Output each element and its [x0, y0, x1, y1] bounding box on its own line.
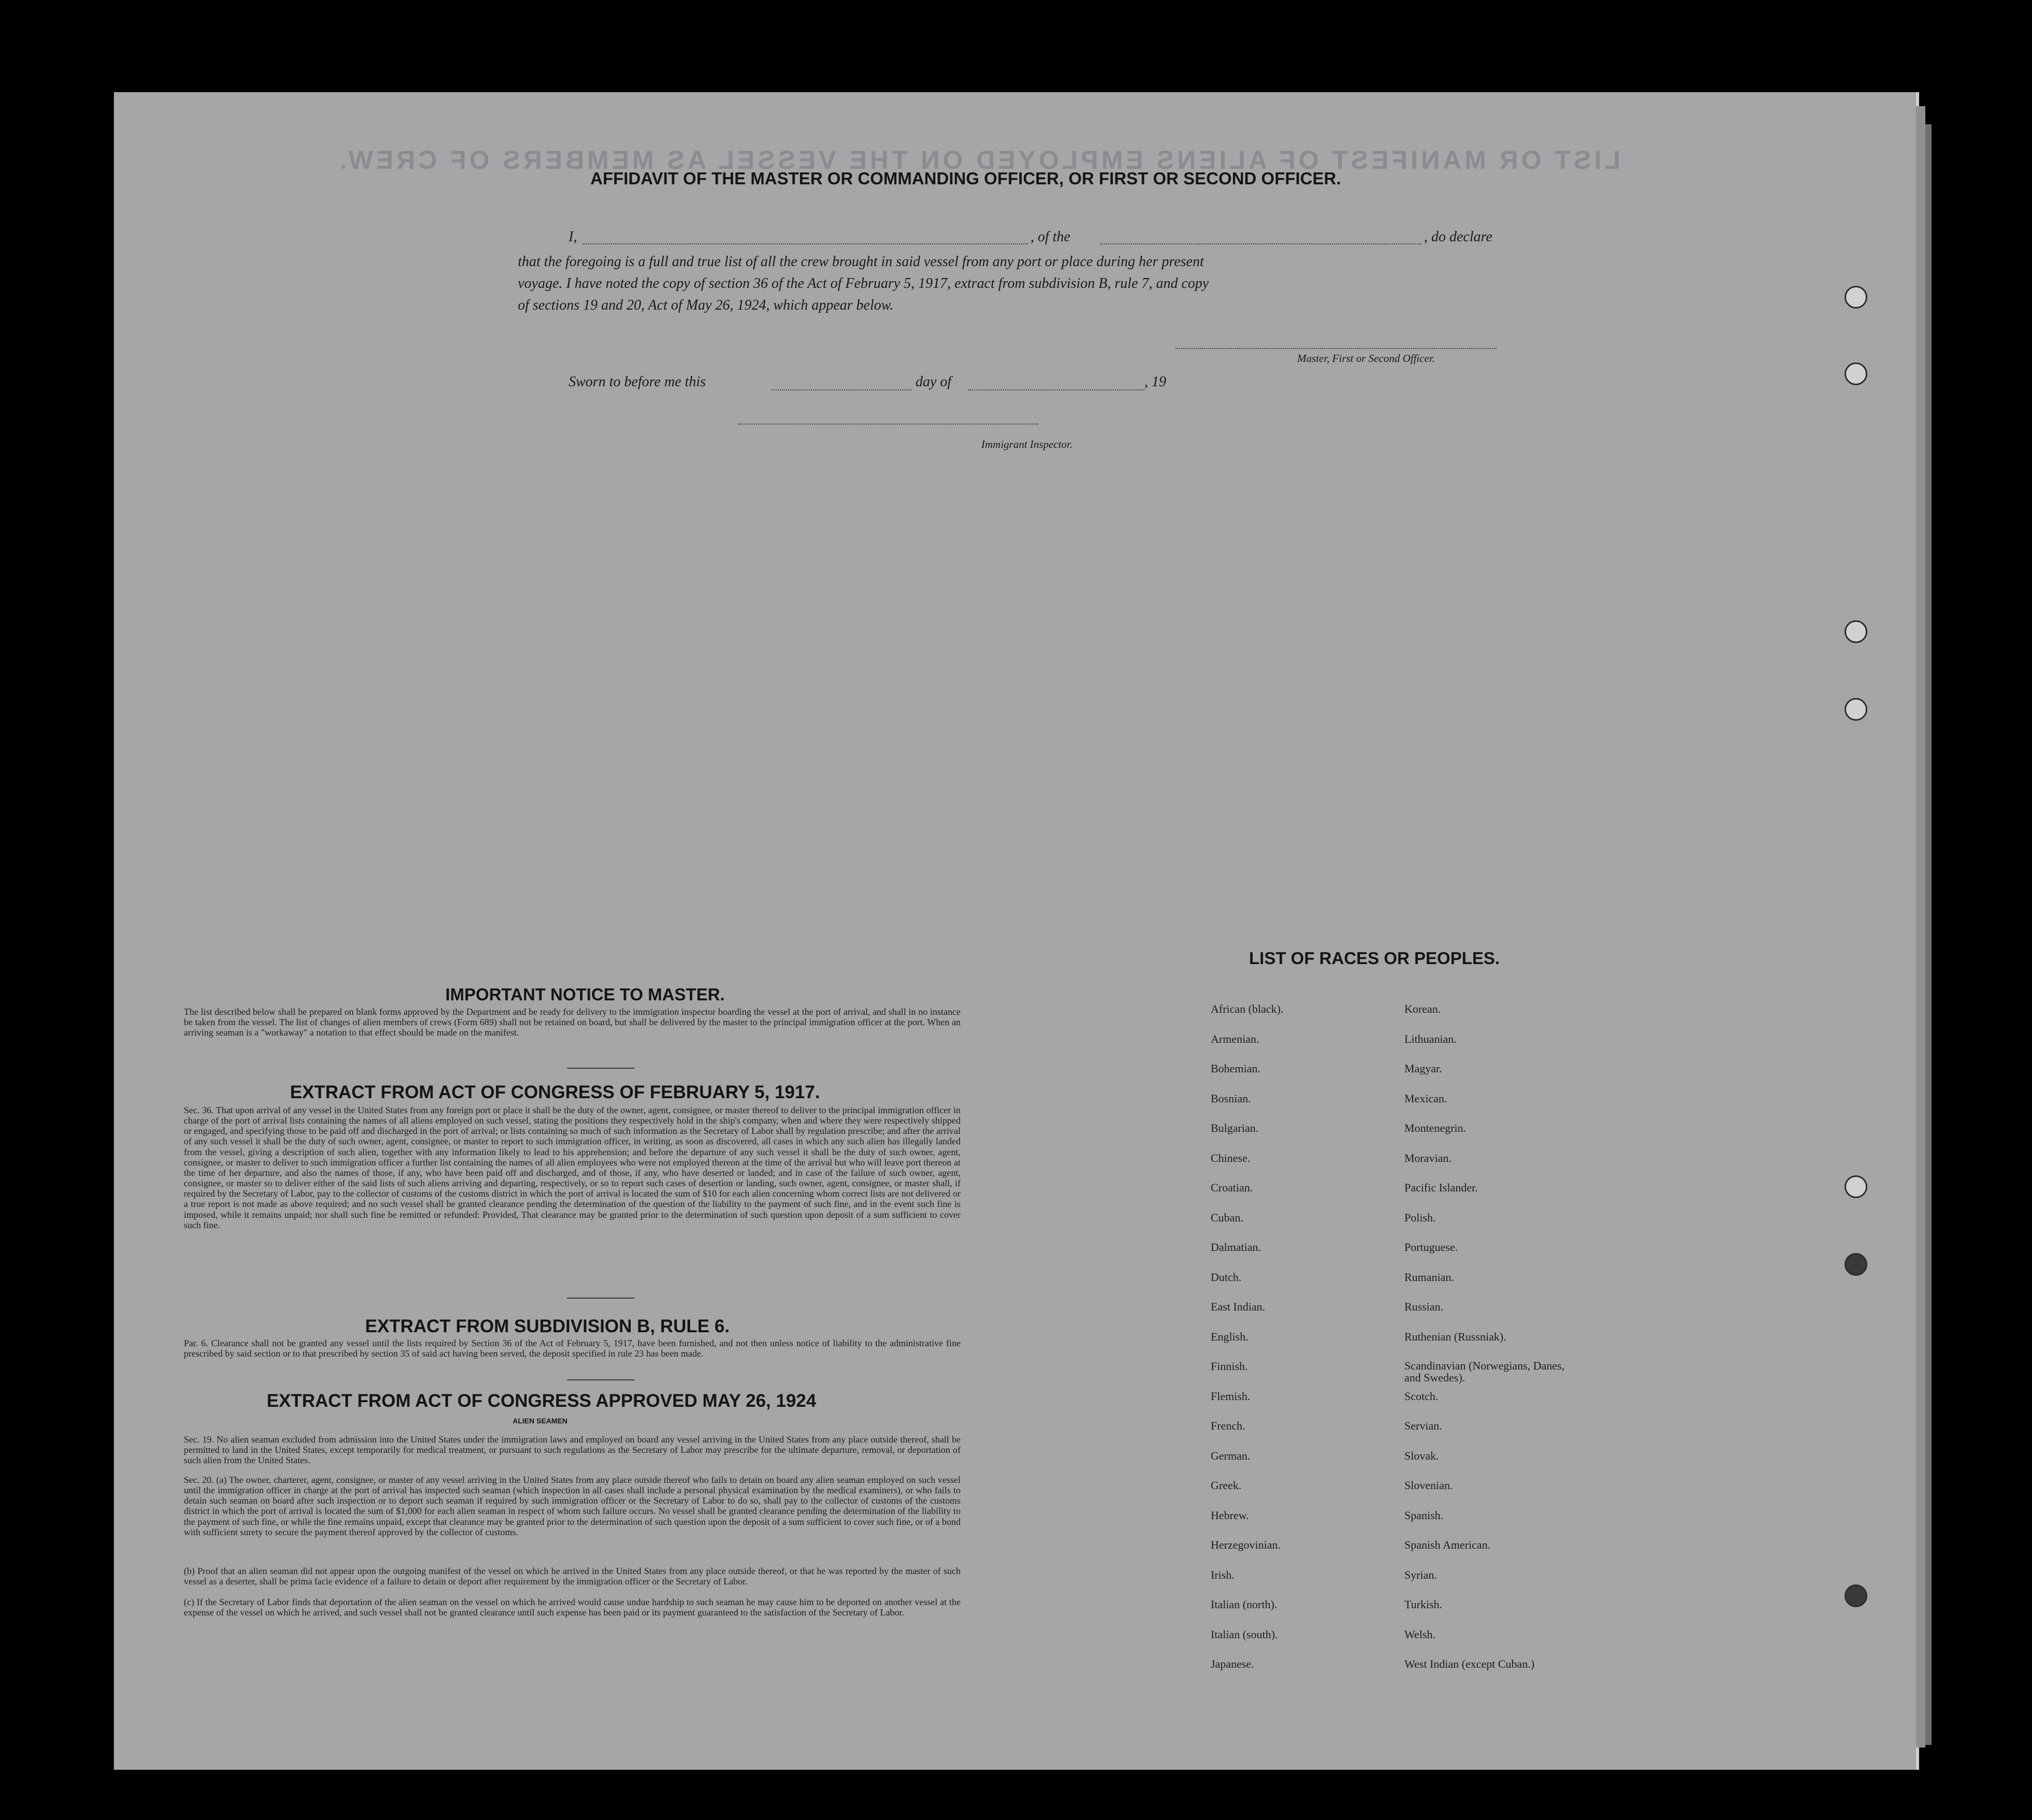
race-item: African (black). — [1211, 1002, 1284, 1015]
race-item: Japanese. — [1211, 1657, 1254, 1670]
race-item: French. — [1211, 1419, 1245, 1432]
bleed-through-heading: LIST OR MANIFEST OF ALIENS EMPLOYED ON THE VESSEL AS MEMBERS OF CREW. — [337, 145, 1620, 174]
inspector-label: Immigrant Inspector. — [981, 438, 1073, 450]
punch-hole — [1845, 286, 1867, 309]
race-item: Servian. — [1404, 1419, 1442, 1432]
race-item: Slovak. — [1404, 1449, 1439, 1462]
race-item: Italian (north). — [1211, 1598, 1278, 1611]
extract-1917-title: EXTRACT FROM ACT OF CONGRESS OF FEBRUARY 5, 1917. — [290, 1082, 820, 1102]
punch-hole — [1845, 1175, 1867, 1198]
race-item: Armenian. — [1211, 1032, 1259, 1045]
page-edge — [1916, 106, 1925, 1748]
race-item: Syrian. — [1404, 1568, 1437, 1581]
race-item: Slovenian. — [1404, 1479, 1453, 1492]
race-item: Rumanian. — [1404, 1271, 1454, 1284]
race-item: English. — [1211, 1330, 1249, 1343]
race-item: Flemish. — [1211, 1390, 1251, 1403]
bleed-through-rows — [311, 466, 323, 593]
race-item: Scandinavian (Norwegians, Danes, and Swedes). — [1404, 1359, 1565, 1385]
page-edge-shadow — [1925, 124, 1932, 1745]
sworn-before: Sworn to before me this — [569, 374, 706, 390]
affidavit-text-3: of sections 19 and 20, Act of May 26, 1924, which appear below. — [518, 297, 894, 313]
subdivision-text: Par. 6. Clearance shall not be granted any vessel until the lists required by Section 36 of the Act of February 5, 1917, have been furnished, and not then unless notice of liability to the administrative fine prescribed by said section or to that prescribed by section 35 of said act having been served, the deposit specified in rule 23 has been made. — [184, 1338, 961, 1359]
race-item: Finnish. — [1211, 1360, 1248, 1373]
race-item: Greek. — [1211, 1479, 1242, 1492]
race-item: Chinese. — [1211, 1152, 1251, 1164]
race-item: German. — [1211, 1449, 1251, 1462]
race-item: Mexican. — [1404, 1092, 1447, 1105]
sec-20a-text: Sec. 20. (a) The owner, charterer, agent, consignee, or master of any vessel arriving in the United States from any place outside thereof who fails to detain on board any alien seaman employed on such vessel until the immigration officer in charge at the port of arrival has inspected such seaman (which inspection in all cases shall include a personal physical examination by the medical examiners), or who fails to detain such seaman on board after such inspection or to deport such seaman if required by such immigration officer or the Secretary of Labor to do so, shall pay to the collector of customs of the customs district in which the port of arrival is located the sum of $1,000 for each alien seaman in respect of whom such failure occurs. No vessel shall be granted clearance pending the determination of the liability to the payment of such fine, or while the fine remains unpaid, except that clearance may be granted prior to the determination of such question upon the deposit of a sum sufficient to cover such fine, or of a bond with sufficient surety to secure the payment thereof approved by the collector of customs. — [184, 1475, 961, 1537]
affidavit-text-2: voyage. I have noted the copy of section 36 of the Act of February 5, 1917, extract from subdivision B, rule 7, and copy — [518, 275, 1209, 292]
race-item: Hebrew. — [1211, 1509, 1249, 1522]
race-item: Irish. — [1211, 1568, 1235, 1581]
affidavit-title: AFFIDAVIT OF THE MASTER OR COMMANDING OFFICER, OR FIRST OR SECOND OFFICER. — [590, 169, 1341, 188]
punch-hole — [1845, 1253, 1867, 1276]
divider — [567, 1298, 634, 1299]
race-item: West Indian (except Cuban.) — [1404, 1657, 1535, 1670]
month-line — [968, 389, 1144, 390]
affidavit-i: I, — [569, 229, 577, 245]
name-line — [583, 243, 1028, 244]
race-item: Portuguese. — [1404, 1241, 1458, 1254]
extract-1924-subtitle: ALIEN SEAMEN — [513, 1417, 568, 1425]
race-item: East Indian. — [1211, 1300, 1266, 1313]
race-item: Spanish. — [1404, 1509, 1444, 1522]
punch-hole — [1845, 362, 1867, 385]
race-item: Turkish. — [1404, 1598, 1443, 1611]
race-item: Croatian. — [1211, 1181, 1253, 1194]
race-item: Dalmatian. — [1211, 1241, 1261, 1254]
sec-20b-text: (b) Proof that an alien seaman did not appear upon the outgoing manifest of the vessel on which he arrived in the United States from any place outside thereof, or that he was reported by the master of such vessel as a deserter, shall be prima facie evidence of a failure to detain or deport after requirement by the immigration officer or the Secretary of Labor. — [184, 1566, 961, 1587]
master-label: Master, First or Second Officer. — [1297, 352, 1435, 365]
race-item: Polish. — [1404, 1211, 1436, 1224]
race-item: Magyar. — [1404, 1062, 1442, 1075]
race-item: Herzegovinian. — [1211, 1538, 1281, 1551]
extract-1917-text: Sec. 36. That upon arrival of any vessel in the United States from any foreign port or place it shall be the duty of the owner, agent, consignee, or master thereof to deliver to the principal immigration officer in charge of the port of arrival lists containing the names of all aliens employed on such vessel, stating the positions they respectively hold in the ship's company, when and where they were respectively shipped or engaged, and specifying those to be paid off and discharged in the port of arrival; or lists containing so much of such information as the Secretary of Labor shall by regulation prescribe; and after the arrival of any such vessel it shall be the duty of such owner, agent, consignee, or master to report to such immigration officer, in writing, as soon as discovered, all cases in which any such alien has illegally landed from the vessel, giving a description of such alien, together with any information likely to lead to his apprehension; and before the departure of any such vessel it shall be the duty of such owner, agent, consignee, or master to deliver to such immigration officer a further list containing the names of all alien employees who were not employed thereon at the time of the arrival but who will leave port thereon at the time of her departure, and also the names of those, if any, who have been paid off and discharged, and of those, if any, who have deserted or landed; and in case of the failure of such owner, agent, consignee, or master so to deliver either of the said lists of such aliens arriving and departing, respectively, or so to report such cases of desertion or landing, such owner, agent, consignee, or master shall, if required by the Secretary of Labor, pay to the collector of customs of the customs district in which the port of arrival is located the sum of $10 for each alien concerning whom correct lists are not delivered or a true report is not made as above required; and no such vessel shall be granted clearance pending the determination of the question of the liability to the payment of such fine, and in the event such fine is imposed, while it remains unpaid; nor shall such fine be remitted or refunded: Provided, That clearance may be granted prior to the determination of such question upon deposit of a sum sufficient to cover such fine. — [184, 1105, 961, 1230]
race-item: Bulgarian. — [1211, 1122, 1259, 1134]
punch-hole — [1845, 1584, 1867, 1607]
extract-1924-title: EXTRACT FROM ACT OF CONGRESS APPROVED MAY 26, 1924 — [267, 1391, 817, 1411]
punch-hole — [1845, 620, 1867, 643]
punch-hole — [1845, 698, 1867, 721]
race-item: Spanish American. — [1404, 1538, 1491, 1551]
race-item: Italian (south). — [1211, 1628, 1278, 1641]
year-prefix: , 19 — [1144, 374, 1166, 390]
race-item: Moravian. — [1404, 1152, 1452, 1164]
race-item: Russian. — [1404, 1300, 1444, 1313]
race-item: Scotch. — [1404, 1390, 1439, 1403]
sec-20c-text: (c) If the Secretary of Labor finds that deportation of the alien seaman on the vessel on which he arrived would cause undue hardship to such seaman he may cause him to be deported on another vessel at the expense of the vessel on which he arrived, and such vessel shall not be granted clearance until such expense has been paid or its payment guaranteed to the satisfaction of the Secretary of Labor. — [184, 1597, 961, 1618]
master-signature-line — [1175, 348, 1497, 349]
race-item: Welsh. — [1404, 1628, 1435, 1641]
race-item: Ruthenian (Russniak). — [1404, 1330, 1506, 1343]
subdivision-title: EXTRACT FROM SUBDIVISION B, RULE 6. — [365, 1316, 730, 1336]
divider — [567, 1379, 634, 1380]
sec-19-text: Sec. 19. No alien seaman excluded from admission into the United States under the immigration laws and employed on board any vessel arriving in the United States from any place outside thereof, shall be permitted to land in the United States, except temporarily for medical treatment, or pursuant to such regulations as the Secretary of Labor may prescribe for the ultimate departure, removal, or deportation of such alien from the United States. — [184, 1434, 961, 1466]
affidavit-of-the: , of the — [1030, 229, 1070, 245]
affidavit-do-declare: , do declare — [1424, 229, 1492, 245]
divider — [567, 1068, 634, 1069]
race-item: Cuban. — [1211, 1211, 1243, 1224]
races-title: LIST OF RACES OR PEOPLES. — [1249, 949, 1500, 968]
vessel-line — [1100, 243, 1421, 244]
race-item: Pacific Islander. — [1404, 1181, 1478, 1194]
notice-text: The list described below shall be prepared on blank forms approved by the Department and be ready for delivery to the immigration inspector boarding the vessel at the port of arrival, and shall in no instance be taken from the vessel. The list of changes of alien members of crews (Form 689) shall not be retained on board, but shall be delivered by the master to the principal immigration officer at the port. When an arriving seaman is a "workaway" a notation to that effect should be made on the manifest. — [184, 1007, 961, 1038]
inspector-signature-line — [738, 424, 1038, 425]
race-item: Bohemian. — [1211, 1062, 1260, 1075]
race-item: Dutch. — [1211, 1271, 1242, 1284]
day-line — [772, 389, 911, 390]
race-item: Montenegrin. — [1404, 1122, 1467, 1134]
race-item: Korean. — [1404, 1002, 1441, 1015]
race-item: Lithuanian. — [1404, 1032, 1457, 1045]
affidavit-text-1: that the foregoing is a full and true list of all the crew brought in said vessel from any port or place during her present — [518, 254, 1204, 270]
notice-title: IMPORTANT NOTICE TO MASTER. — [445, 985, 725, 1004]
race-item: Bosnian. — [1211, 1092, 1251, 1105]
day-of: day of — [916, 374, 952, 390]
